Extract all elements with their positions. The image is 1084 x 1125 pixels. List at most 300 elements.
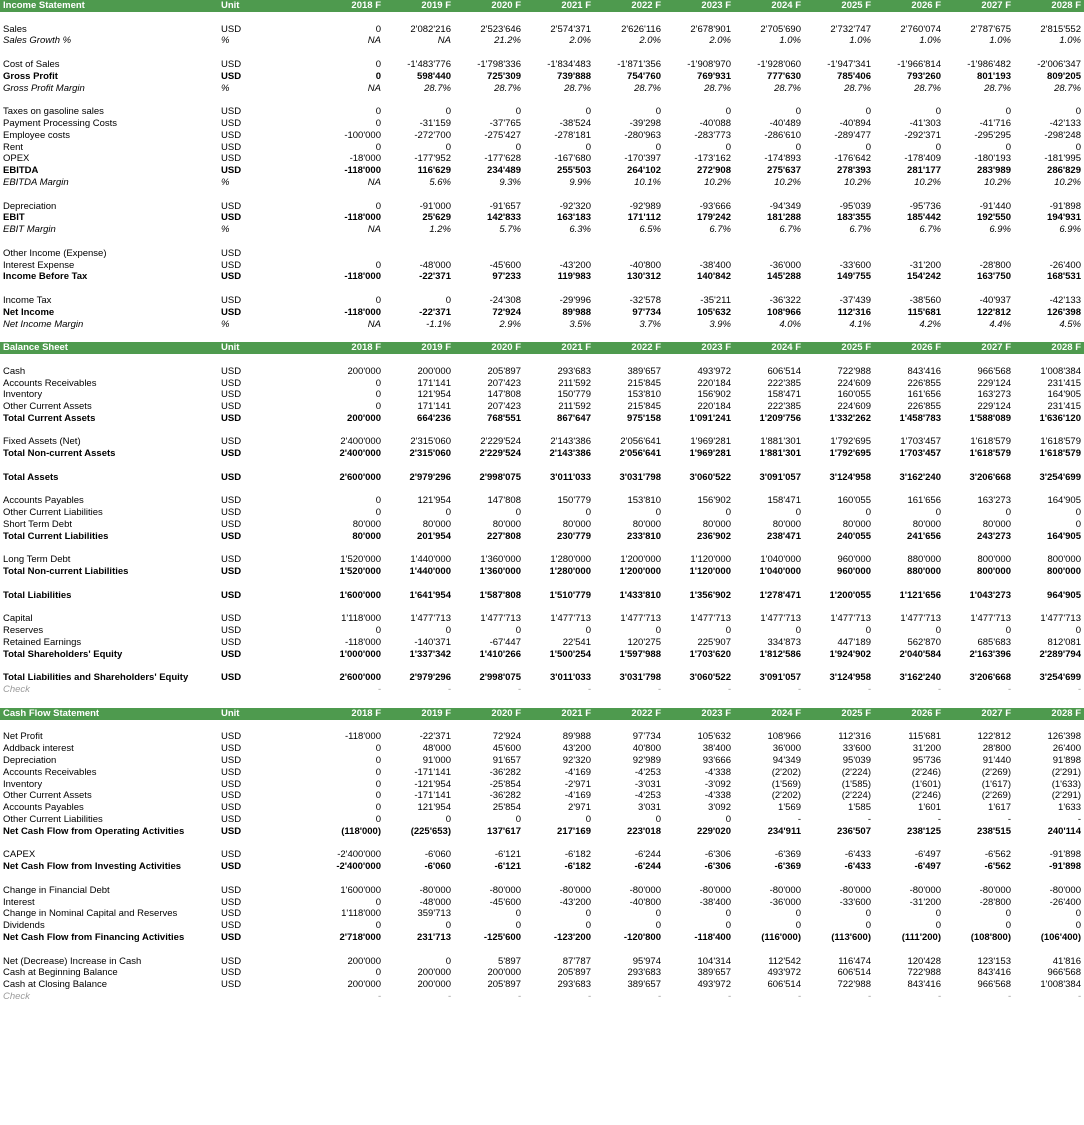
value-cell[interactable]: -118'000 bbox=[344, 271, 381, 283]
value-cell[interactable]: 0 bbox=[935, 507, 941, 519]
value-cell[interactable]: 6.7% bbox=[709, 224, 731, 236]
empty-cell[interactable] bbox=[218, 47, 304, 59]
value-cell[interactable]: NA bbox=[437, 35, 451, 47]
value-cell[interactable]: 0 bbox=[585, 920, 591, 932]
value-cell[interactable]: 223'018 bbox=[627, 825, 661, 837]
value-cell[interactable]: 2'979'296 bbox=[409, 672, 451, 684]
value-cell[interactable]: 92'320 bbox=[562, 755, 591, 766]
empty-cell[interactable] bbox=[874, 330, 944, 342]
row-label-cell[interactable]: Net Income bbox=[3, 306, 55, 318]
value-cell[interactable]: 2'760'074 bbox=[900, 23, 941, 35]
value-cell[interactable]: -4'253 bbox=[634, 790, 661, 802]
value-cell[interactable]: 115'681 bbox=[907, 306, 941, 318]
value-cell[interactable]: 93'666 bbox=[702, 755, 731, 766]
value-cell[interactable]: (1'617) bbox=[981, 778, 1011, 790]
value-cell[interactable]: 809'205 bbox=[1047, 70, 1081, 82]
value-cell[interactable]: 171'112 bbox=[627, 212, 661, 224]
value-cell[interactable]: NA bbox=[367, 82, 381, 94]
value-cell[interactable]: 142'833 bbox=[487, 212, 521, 224]
value-cell[interactable]: 28.7% bbox=[844, 82, 871, 94]
empty-cell[interactable] bbox=[304, 460, 384, 472]
value-cell[interactable]: -2'006'347 bbox=[1037, 58, 1081, 70]
empty-cell[interactable] bbox=[664, 47, 734, 59]
value-cell[interactable]: 1'617 bbox=[988, 802, 1011, 814]
empty-cell[interactable] bbox=[664, 12, 734, 24]
value-cell[interactable]: (2'224) bbox=[841, 790, 871, 802]
value-cell[interactable]: -91'440 bbox=[979, 200, 1011, 212]
value-cell[interactable]: -125'600 bbox=[483, 931, 521, 943]
value-cell[interactable]: 3.7% bbox=[639, 318, 661, 330]
empty-cell[interactable] bbox=[804, 484, 874, 496]
empty-cell[interactable] bbox=[524, 944, 594, 956]
year-column-header[interactable]: 2025 F bbox=[804, 342, 874, 354]
row-label-cell[interactable]: Net Cash Flow from Operating Activities bbox=[3, 825, 185, 837]
value-cell[interactable]: (2'246) bbox=[911, 790, 941, 802]
value-cell[interactable]: 123'153 bbox=[977, 955, 1011, 967]
value-cell[interactable]: 2'979'296 bbox=[409, 471, 451, 483]
value-cell[interactable]: - bbox=[517, 990, 521, 1002]
value-cell[interactable]: 3'011'033 bbox=[550, 672, 591, 684]
empty-cell[interactable] bbox=[594, 578, 664, 590]
empty-cell[interactable] bbox=[304, 189, 384, 201]
value-cell[interactable]: 3'206'668 bbox=[969, 672, 1011, 684]
value-cell[interactable]: 0 bbox=[515, 813, 521, 825]
value-cell[interactable]: 0 bbox=[655, 908, 661, 920]
value-cell[interactable]: -2'400'000 bbox=[337, 849, 381, 861]
value-cell[interactable]: -6'306 bbox=[704, 849, 731, 861]
value-cell[interactable]: 283'989 bbox=[977, 165, 1011, 177]
value-cell[interactable]: 0 bbox=[445, 507, 451, 519]
value-cell[interactable]: 241'656 bbox=[907, 530, 941, 542]
value-cell[interactable]: 725'309 bbox=[487, 70, 521, 82]
unit-cell[interactable]: USD bbox=[221, 247, 242, 259]
empty-cell[interactable] bbox=[304, 12, 384, 24]
empty-cell[interactable] bbox=[218, 12, 304, 24]
value-cell[interactable]: 28.7% bbox=[914, 82, 941, 94]
value-cell[interactable]: 2'163'396 bbox=[969, 648, 1011, 660]
value-cell[interactable]: 147'808 bbox=[487, 495, 521, 507]
unit-cell[interactable]: USD bbox=[221, 802, 242, 814]
row-label-cell[interactable]: Total Current Assets bbox=[3, 412, 96, 424]
empty-cell[interactable] bbox=[1014, 12, 1084, 24]
value-cell[interactable]: 3'031'798 bbox=[619, 672, 661, 684]
value-cell[interactable]: 1.0% bbox=[919, 35, 941, 47]
value-cell[interactable]: 1.2% bbox=[429, 224, 451, 236]
value-cell[interactable]: 72'924 bbox=[492, 306, 521, 318]
value-cell[interactable]: 0 bbox=[515, 141, 521, 153]
value-cell[interactable]: 200'000 bbox=[417, 979, 451, 991]
value-cell[interactable]: 722'988 bbox=[837, 979, 871, 991]
value-cell[interactable]: 812'081 bbox=[1047, 637, 1081, 649]
value-cell[interactable]: 1'792'695 bbox=[830, 436, 871, 448]
row-label-cell[interactable]: Accounts Receivables bbox=[3, 766, 97, 778]
value-cell[interactable]: 0 bbox=[375, 743, 381, 755]
value-cell[interactable]: 0 bbox=[585, 625, 591, 637]
value-cell[interactable]: 1'636'120 bbox=[1039, 412, 1081, 424]
empty-cell[interactable] bbox=[1014, 696, 1084, 708]
value-cell[interactable]: (2'291) bbox=[1051, 766, 1081, 778]
empty-cell[interactable] bbox=[664, 460, 734, 472]
value-cell[interactable]: 215'845 bbox=[627, 377, 661, 389]
empty-cell[interactable] bbox=[594, 330, 664, 342]
value-cell[interactable]: -167'680 bbox=[554, 153, 591, 165]
empty-cell[interactable] bbox=[804, 543, 874, 555]
value-cell[interactable]: -42'133 bbox=[1049, 117, 1081, 129]
value-cell[interactable]: -286'610 bbox=[764, 129, 801, 141]
value-cell[interactable]: 843'416 bbox=[977, 967, 1011, 979]
year-column-header[interactable]: 2018 F bbox=[304, 708, 384, 720]
value-cell[interactable]: NA bbox=[367, 35, 381, 47]
value-cell[interactable] bbox=[594, 248, 664, 260]
value-cell[interactable]: 1'440'000 bbox=[409, 566, 451, 578]
value-cell[interactable]: 105'632 bbox=[697, 306, 731, 318]
row-label-cell[interactable]: Depreciation bbox=[3, 200, 57, 212]
row-label-cell[interactable]: Cash at Closing Balance bbox=[3, 979, 108, 991]
value-cell[interactable]: -39'298 bbox=[629, 117, 661, 129]
value-cell[interactable]: 2'315'060 bbox=[410, 436, 451, 448]
value-cell[interactable]: 0 bbox=[655, 625, 661, 637]
value-cell[interactable]: 234'489 bbox=[487, 165, 521, 177]
value-cell[interactable]: (111'200) bbox=[901, 931, 941, 943]
value-cell[interactable]: 87'787 bbox=[562, 955, 591, 967]
value-cell[interactable]: 0 bbox=[1005, 625, 1011, 637]
value-cell[interactable]: (2'246) bbox=[911, 766, 941, 778]
value-cell[interactable]: 1'332'262 bbox=[829, 412, 871, 424]
value-cell[interactable]: - bbox=[867, 813, 871, 825]
empty-cell[interactable] bbox=[524, 94, 594, 106]
value-cell[interactable]: 3'124'958 bbox=[829, 672, 871, 684]
value-cell[interactable]: 2.0% bbox=[569, 35, 591, 47]
unit-cell[interactable]: USD bbox=[221, 530, 242, 542]
value-cell[interactable]: 0 bbox=[725, 507, 731, 519]
empty-cell[interactable] bbox=[944, 838, 1014, 850]
value-cell[interactable] bbox=[1014, 248, 1084, 260]
empty-cell[interactable] bbox=[218, 94, 304, 106]
empty-cell[interactable] bbox=[594, 661, 664, 673]
value-cell[interactable]: 754'760 bbox=[627, 70, 661, 82]
empty-cell[interactable] bbox=[874, 283, 944, 295]
value-cell[interactable]: 205'897 bbox=[557, 967, 591, 979]
value-cell[interactable]: 1'477'713 bbox=[1040, 613, 1081, 625]
empty-cell[interactable] bbox=[734, 330, 804, 342]
value-cell[interactable]: - bbox=[937, 990, 941, 1002]
value-cell[interactable]: 220'184 bbox=[697, 377, 731, 389]
value-cell[interactable]: 0 bbox=[935, 106, 941, 118]
row-label-cell[interactable]: OPEX bbox=[3, 153, 30, 165]
year-column-header[interactable]: 2018 F bbox=[304, 342, 384, 354]
empty-cell[interactable] bbox=[454, 460, 524, 472]
empty-cell[interactable] bbox=[944, 236, 1014, 248]
value-cell[interactable]: -173'162 bbox=[694, 153, 731, 165]
value-cell[interactable]: 164'905 bbox=[1047, 530, 1081, 542]
value-cell[interactable]: -6'060 bbox=[424, 849, 451, 861]
value-cell[interactable]: 207'423 bbox=[487, 401, 521, 413]
value-cell[interactable]: 89'988 bbox=[562, 306, 591, 318]
empty-cell[interactable] bbox=[594, 720, 664, 732]
empty-cell[interactable] bbox=[304, 484, 384, 496]
year-column-header[interactable]: 2020 F bbox=[454, 0, 524, 12]
value-cell[interactable]: 1'477'713 bbox=[900, 613, 941, 625]
unit-cell[interactable]: USD bbox=[221, 58, 242, 70]
empty-cell[interactable] bbox=[454, 720, 524, 732]
value-cell[interactable] bbox=[734, 248, 804, 260]
empty-cell[interactable] bbox=[804, 425, 874, 437]
year-column-header[interactable]: 2022 F bbox=[594, 0, 664, 12]
empty-cell[interactable] bbox=[0, 578, 218, 590]
empty-cell[interactable] bbox=[524, 236, 594, 248]
value-cell[interactable]: 2'400'000 bbox=[340, 436, 381, 448]
value-cell[interactable]: 0 bbox=[375, 259, 381, 271]
row-label-cell[interactable]: Accounts Payables bbox=[3, 495, 84, 507]
value-cell[interactable]: 150'779 bbox=[557, 495, 591, 507]
empty-cell[interactable] bbox=[1014, 661, 1084, 673]
empty-cell[interactable] bbox=[218, 838, 304, 850]
value-cell[interactable]: -6'497 bbox=[914, 849, 941, 861]
empty-cell[interactable] bbox=[454, 354, 524, 366]
value-cell[interactable]: 108'966 bbox=[767, 306, 801, 318]
empty-cell[interactable] bbox=[664, 94, 734, 106]
value-cell[interactable]: 1'585 bbox=[848, 802, 871, 814]
value-cell[interactable]: -2'400'000 bbox=[336, 861, 381, 873]
value-cell[interactable]: -4'253 bbox=[634, 766, 661, 778]
value-cell[interactable]: -36'282 bbox=[489, 790, 521, 802]
value-cell[interactable]: 200'000 bbox=[487, 967, 521, 979]
value-cell[interactable]: 0 bbox=[795, 141, 801, 153]
empty-cell[interactable] bbox=[804, 602, 874, 614]
row-label-cell[interactable]: Addback interest bbox=[3, 743, 74, 755]
empty-cell[interactable] bbox=[218, 236, 304, 248]
unit-cell[interactable]: USD bbox=[221, 200, 242, 212]
row-label-cell[interactable]: EBIT bbox=[3, 212, 25, 224]
value-cell[interactable]: 200'000 bbox=[347, 979, 381, 991]
value-cell[interactable]: 130'312 bbox=[627, 271, 661, 283]
value-cell[interactable]: -120'800 bbox=[623, 931, 661, 943]
year-column-header[interactable]: 2024 F bbox=[734, 342, 804, 354]
empty-cell[interactable] bbox=[804, 873, 874, 885]
value-cell[interactable]: -118'000 bbox=[344, 306, 381, 318]
unit-cell[interactable]: USD bbox=[221, 766, 242, 778]
empty-cell[interactable] bbox=[0, 94, 218, 106]
empty-cell[interactable] bbox=[594, 283, 664, 295]
value-cell[interactable]: (113'600) bbox=[831, 931, 871, 943]
value-cell[interactable]: 0 bbox=[725, 106, 731, 118]
unit-cell[interactable]: USD bbox=[221, 778, 242, 790]
unit-cell[interactable]: USD bbox=[221, 212, 242, 224]
empty-cell[interactable] bbox=[944, 460, 1014, 472]
value-cell[interactable]: 163'183 bbox=[557, 212, 591, 224]
empty-cell[interactable] bbox=[384, 330, 454, 342]
unit-cell[interactable]: USD bbox=[221, 731, 242, 743]
empty-cell[interactable] bbox=[734, 460, 804, 472]
unit-cell[interactable]: USD bbox=[221, 507, 242, 519]
value-cell[interactable]: NA bbox=[367, 176, 381, 188]
value-cell[interactable]: 6.7% bbox=[849, 224, 871, 236]
empty-cell[interactable] bbox=[594, 484, 664, 496]
value-cell[interactable]: 0 bbox=[375, 896, 381, 908]
value-cell[interactable]: (2'202) bbox=[771, 790, 801, 802]
year-column-header[interactable]: 2026 F bbox=[874, 342, 944, 354]
value-cell[interactable]: - bbox=[587, 990, 591, 1002]
value-cell[interactable]: 126'398 bbox=[1047, 731, 1081, 743]
value-cell[interactable]: 6.9% bbox=[1059, 224, 1081, 236]
value-cell[interactable]: 238'125 bbox=[907, 825, 941, 837]
value-cell[interactable]: 255'503 bbox=[557, 165, 591, 177]
value-cell[interactable]: -6'182 bbox=[564, 861, 591, 873]
value-cell[interactable]: -41'716 bbox=[979, 117, 1011, 129]
row-label-cell[interactable]: EBITDA Margin bbox=[3, 176, 69, 188]
year-column-header[interactable]: 2021 F bbox=[524, 342, 594, 354]
value-cell[interactable]: 179'242 bbox=[697, 212, 731, 224]
empty-cell[interactable] bbox=[454, 944, 524, 956]
year-column-header[interactable]: 2022 F bbox=[594, 708, 664, 720]
row-label-cell[interactable]: Other Current Assets bbox=[3, 401, 92, 413]
value-cell[interactable]: 171'141 bbox=[417, 401, 451, 413]
value-cell[interactable]: -35'211 bbox=[700, 294, 731, 306]
value-cell[interactable]: 80'000 bbox=[492, 519, 521, 531]
value-cell[interactable]: 1.0% bbox=[779, 35, 801, 47]
value-cell[interactable]: (108'800) bbox=[970, 931, 1011, 943]
value-cell[interactable]: 0 bbox=[375, 294, 381, 306]
value-cell[interactable]: 200'000 bbox=[347, 412, 381, 424]
empty-cell[interactable] bbox=[664, 696, 734, 708]
value-cell[interactable]: 94'349 bbox=[772, 755, 801, 766]
value-cell[interactable]: 0 bbox=[585, 141, 591, 153]
value-cell[interactable]: -40'800 bbox=[629, 259, 661, 271]
empty-cell[interactable] bbox=[0, 354, 218, 366]
unit-cell[interactable] bbox=[218, 684, 304, 696]
value-cell[interactable]: 156'902 bbox=[697, 495, 731, 507]
year-column-header[interactable]: 2019 F bbox=[384, 0, 454, 12]
year-column-header[interactable]: 2025 F bbox=[804, 708, 874, 720]
empty-cell[interactable] bbox=[218, 330, 304, 342]
row-label-cell[interactable]: Accounts Payables bbox=[3, 802, 84, 814]
value-cell[interactable]: 0 bbox=[655, 920, 661, 932]
empty-cell[interactable] bbox=[0, 838, 218, 850]
empty-cell[interactable] bbox=[874, 578, 944, 590]
value-cell[interactable]: 0 bbox=[375, 389, 381, 401]
value-cell[interactable]: 9.9% bbox=[569, 176, 591, 188]
value-cell[interactable]: 164'905 bbox=[1047, 495, 1081, 507]
value-cell[interactable]: 0 bbox=[935, 908, 941, 920]
value-cell[interactable]: 92'989 bbox=[632, 755, 661, 766]
value-cell[interactable]: 0 bbox=[375, 401, 381, 413]
value-cell[interactable]: 843'416 bbox=[907, 979, 941, 991]
value-cell[interactable]: 1'209'756 bbox=[759, 412, 801, 424]
value-cell[interactable]: -91'898 bbox=[1049, 200, 1081, 212]
row-label-cell[interactable]: Other Current Liabilities bbox=[3, 813, 103, 825]
value-cell[interactable]: 112'316 bbox=[838, 731, 871, 743]
empty-cell[interactable] bbox=[804, 944, 874, 956]
value-cell[interactable]: (1'569) bbox=[771, 778, 801, 790]
empty-cell[interactable] bbox=[664, 543, 734, 555]
value-cell[interactable]: 0 bbox=[935, 625, 941, 637]
value-cell[interactable]: 105'632 bbox=[697, 731, 731, 743]
value-cell[interactable]: 3'091'057 bbox=[759, 672, 801, 684]
empty-cell[interactable] bbox=[804, 283, 874, 295]
value-cell[interactable]: 243'273 bbox=[977, 530, 1011, 542]
value-cell[interactable]: - bbox=[727, 990, 731, 1002]
value-cell[interactable]: 2'600'000 bbox=[339, 471, 381, 483]
year-column-header[interactable]: 2026 F bbox=[874, 0, 944, 12]
value-cell[interactable]: 0 bbox=[1075, 920, 1081, 932]
empty-cell[interactable] bbox=[0, 460, 218, 472]
row-label-cell[interactable]: Interest Expense bbox=[3, 259, 75, 271]
value-cell[interactable]: 2'574'371 bbox=[550, 23, 591, 35]
value-cell[interactable]: 685'683 bbox=[977, 637, 1011, 649]
value-cell[interactable]: -80'000 bbox=[699, 884, 731, 896]
value-cell[interactable]: 112'316 bbox=[837, 306, 871, 318]
empty-cell[interactable] bbox=[524, 354, 594, 366]
unit-cell[interactable]: USD bbox=[221, 920, 242, 932]
value-cell[interactable]: 43'200 bbox=[562, 743, 591, 755]
value-cell[interactable]: 231'415 bbox=[1047, 377, 1081, 389]
empty-cell[interactable] bbox=[944, 543, 1014, 555]
empty-cell[interactable] bbox=[1014, 236, 1084, 248]
value-cell[interactable]: - bbox=[937, 684, 941, 696]
value-cell[interactable]: -31'200 bbox=[909, 259, 941, 271]
empty-cell[interactable] bbox=[944, 720, 1014, 732]
value-cell[interactable]: 0 bbox=[375, 625, 381, 637]
empty-cell[interactable] bbox=[524, 661, 594, 673]
value-cell[interactable]: 0 bbox=[1075, 625, 1081, 637]
value-cell[interactable]: 229'124 bbox=[977, 401, 1011, 413]
empty-cell[interactable] bbox=[664, 425, 734, 437]
value-cell[interactable]: -36'000 bbox=[769, 896, 801, 908]
value-cell[interactable]: 115'681 bbox=[908, 731, 941, 743]
value-cell[interactable]: 10.2% bbox=[704, 176, 731, 188]
value-cell[interactable]: 164'905 bbox=[1047, 389, 1081, 401]
empty-cell[interactable] bbox=[664, 873, 734, 885]
value-cell[interactable]: 272'908 bbox=[697, 165, 731, 177]
empty-cell[interactable] bbox=[804, 696, 874, 708]
value-cell[interactable]: 2'815'552 bbox=[1040, 23, 1081, 35]
value-cell[interactable]: -177'952 bbox=[414, 153, 451, 165]
year-column-header[interactable]: 2023 F bbox=[664, 708, 734, 720]
empty-cell[interactable] bbox=[454, 661, 524, 673]
value-cell[interactable]: 966'568 bbox=[977, 365, 1011, 377]
year-column-header[interactable]: 2023 F bbox=[664, 342, 734, 354]
value-cell[interactable]: -6'060 bbox=[424, 861, 451, 873]
empty-cell[interactable] bbox=[874, 838, 944, 850]
value-cell[interactable]: 28'800 bbox=[982, 743, 1011, 755]
value-cell[interactable]: 1'618'579 bbox=[1040, 436, 1081, 448]
value-cell[interactable]: 97'233 bbox=[492, 271, 521, 283]
empty-cell[interactable] bbox=[594, 47, 664, 59]
unit-cell[interactable]: USD bbox=[221, 471, 242, 483]
value-cell[interactable]: 3'092 bbox=[708, 802, 731, 814]
value-cell[interactable]: 3'031'798 bbox=[619, 471, 661, 483]
empty-cell[interactable] bbox=[524, 696, 594, 708]
row-label-cell[interactable]: Sales Growth % bbox=[3, 35, 72, 47]
value-cell[interactable]: 1'280'000 bbox=[549, 566, 591, 578]
value-cell[interactable]: 80'000 bbox=[772, 519, 801, 531]
value-cell[interactable]: 960'000 bbox=[837, 566, 871, 578]
empty-cell[interactable] bbox=[218, 460, 304, 472]
value-cell[interactable]: 1'618'579 bbox=[1039, 448, 1081, 460]
value-cell[interactable]: (2'291) bbox=[1051, 790, 1081, 802]
row-label-cell[interactable]: Total Current Liabilities bbox=[3, 530, 109, 542]
value-cell[interactable]: 200'000 bbox=[347, 955, 381, 967]
row-label-cell[interactable]: Gross Profit Margin bbox=[3, 82, 85, 94]
empty-cell[interactable] bbox=[664, 283, 734, 295]
value-cell[interactable]: 80'000 bbox=[702, 519, 731, 531]
value-cell[interactable]: 21.2% bbox=[494, 35, 521, 47]
value-cell[interactable]: -33'600 bbox=[839, 259, 871, 271]
empty-cell[interactable] bbox=[304, 661, 384, 673]
value-cell[interactable]: 95'974 bbox=[632, 955, 661, 967]
value-cell[interactable]: 2'678'901 bbox=[690, 23, 731, 35]
value-cell[interactable]: 10.1% bbox=[634, 176, 661, 188]
